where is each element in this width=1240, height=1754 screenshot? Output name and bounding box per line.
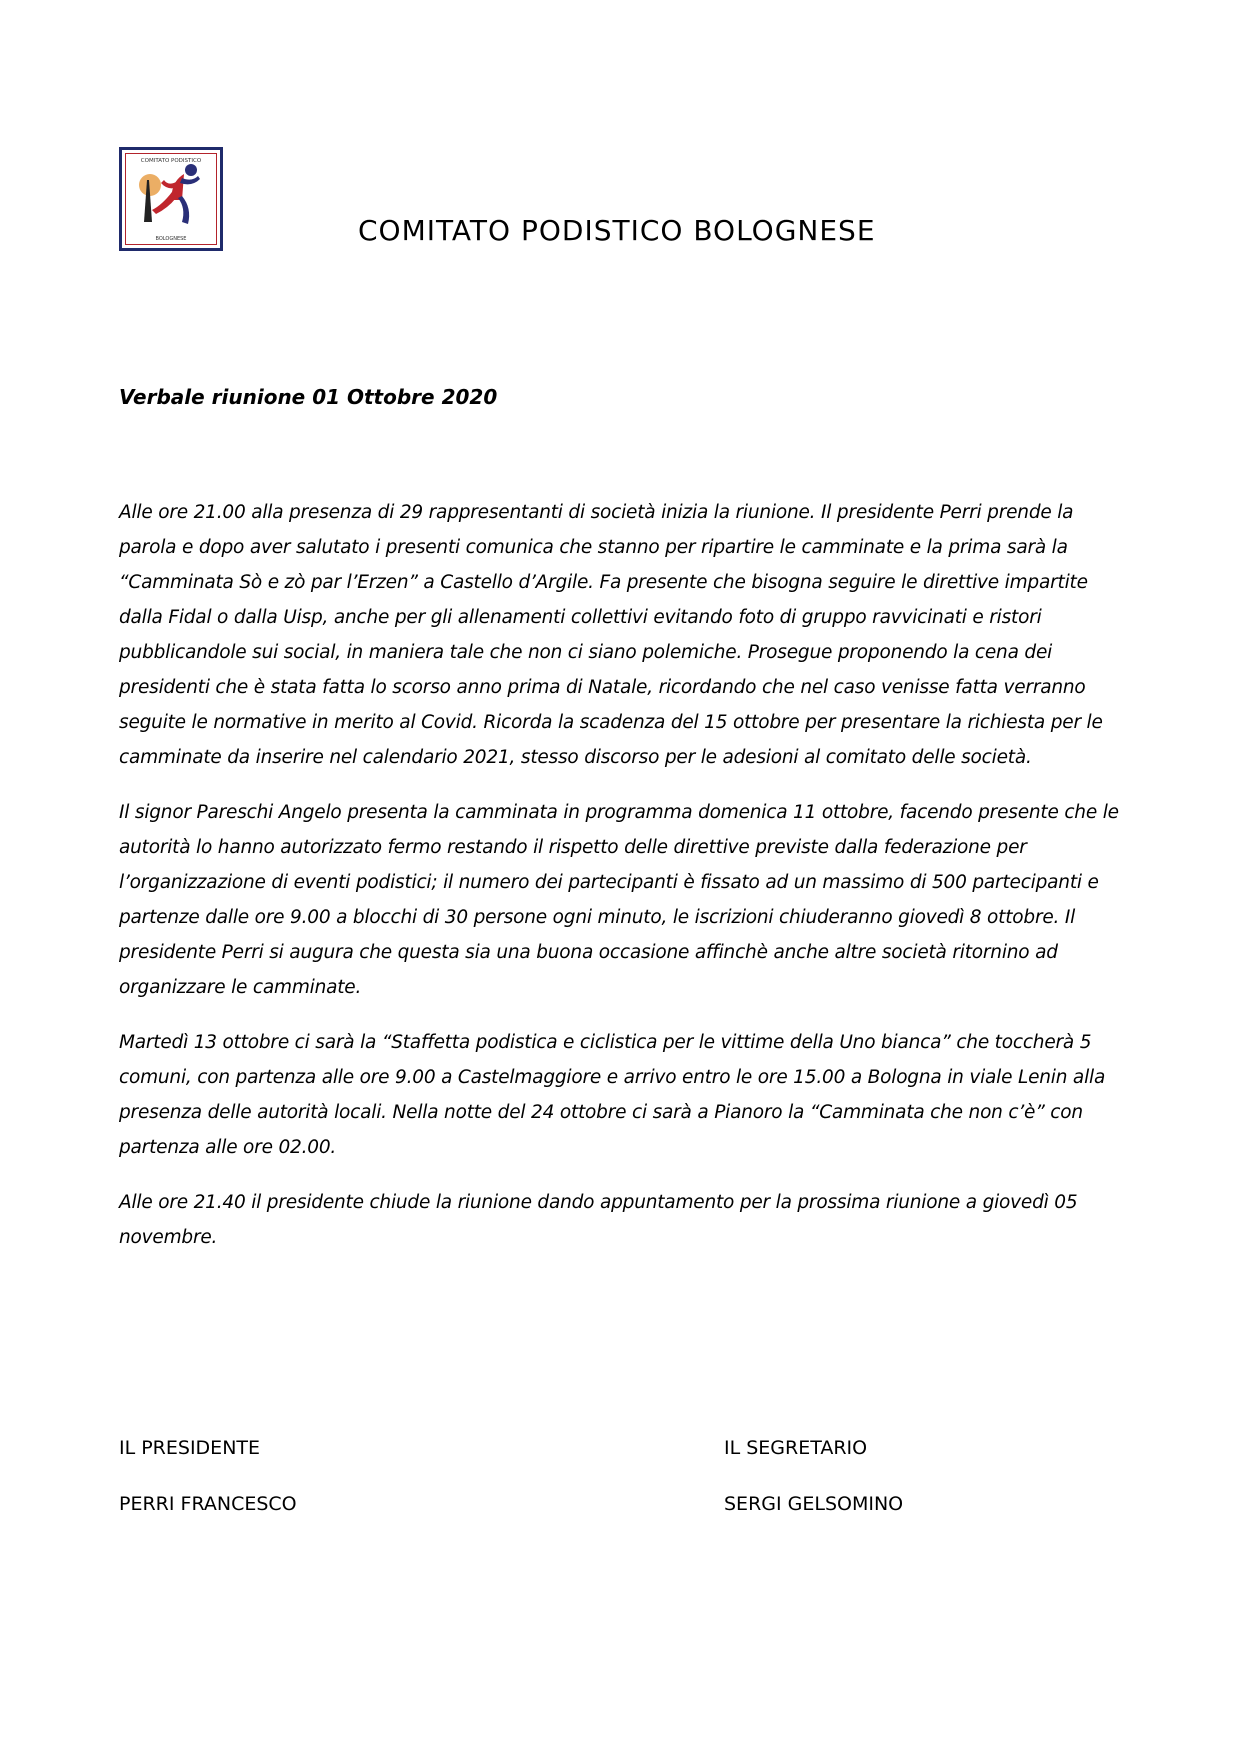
paragraph-4: Alle ore 21.40 il presidente chiude la riunione dando appuntamento per la prossima riunione a giovedì 05 novembre.: [119, 1192, 1078, 1248]
paragraph-1: Alle ore 21.00 alla presenza di 29 rappresentanti di società inizia la riunione. Il presidente Perri prende la parola e dopo aver salutato i presenti comunica che stanno per ripartire le camminate e la prima sarà la “Camminata Sò e zò par l’Erzen” a Castello d’Argile. Fa presente che bisogna seguire le direttive impartite dalla Fidal o dalla Uisp, anche per gli allenamenti collettivi evitando foto di gruppo ravvicinati e ristori pubblicandole sui social, in maniera tale che non ci siano polemiche. Prosegue proponendo la cena dei presidenti che è stata fatta lo scorso anno prima di Natale, ricordando che nel caso venisse fatta verranno seguite le normative in merito al Covid. Ricorda la scadenza del 15 ottobre per presentare la richiesta per le camminate da inserire nel calendario 2021, stesso discorso per le adesioni al comitato delle società.: [119, 502, 1103, 768]
logo: [119, 147, 223, 251]
logo-sun: [139, 174, 161, 196]
paragraph-2: Il signor Pareschi Angelo presenta la camminata in programma domenica 11 ottobre, facendo presente che le autorità lo hanno autorizzato fermo restando il rispetto delle direttive previste dalla federazione per l’organizzazione di eventi podistici; il numero dei partecipanti è fissato ad un massimo di 500 partecipanti e partenze dalle ore 9.00 a blocchi di 30 persone ogni minuto, le iscrizioni chiuderanno giovedì 8 ottobre. Il presidente Perri si augura che questa sia una buona occasione affinchè anche altre società ritornino ad organizzare le camminate.: [119, 802, 1119, 998]
secretary-name: SERGI GELSOMINO: [724, 1493, 904, 1515]
logo-runner-front-leg: [178, 196, 189, 224]
paragraph-3: Martedì 13 ottobre ci sarà la “Staffetta podistica e ciclistica per le vittime della Uno bianca” che toccherà 5 comuni, con partenza alle ore 9.00 a Castelmaggiore e arrivo entro le ore 15.00 a Bologna in viale Lenin alla presenza delle autorità locali. Nella notte del 24 ottobre ci sarà a Pianoro la “Camminata che non c’è” con partenza alle ore 02.00.: [119, 1032, 1106, 1158]
president-role: IL PRESIDENTE: [119, 1437, 261, 1459]
logo-text-top: COMITATO PODISTICO: [140, 158, 202, 164]
document-title: Verbale riunione 01 Ottobre 2020: [119, 385, 498, 409]
logo-runner-arm-back: [161, 180, 178, 188]
runner-logo-icon: [122, 150, 220, 248]
logo-text-bottom: BOLOGNESE: [155, 236, 187, 242]
minutes-body: [119, 495, 1124, 1275]
president-name: PERRI FRANCESCO: [119, 1493, 297, 1515]
secretary-role: IL SEGRETARIO: [724, 1437, 868, 1459]
organization-title: COMITATO PODISTICO BOLOGNESE: [358, 214, 876, 247]
logo-runner-head: [185, 164, 197, 176]
logo-runner-back-leg: [152, 192, 176, 214]
